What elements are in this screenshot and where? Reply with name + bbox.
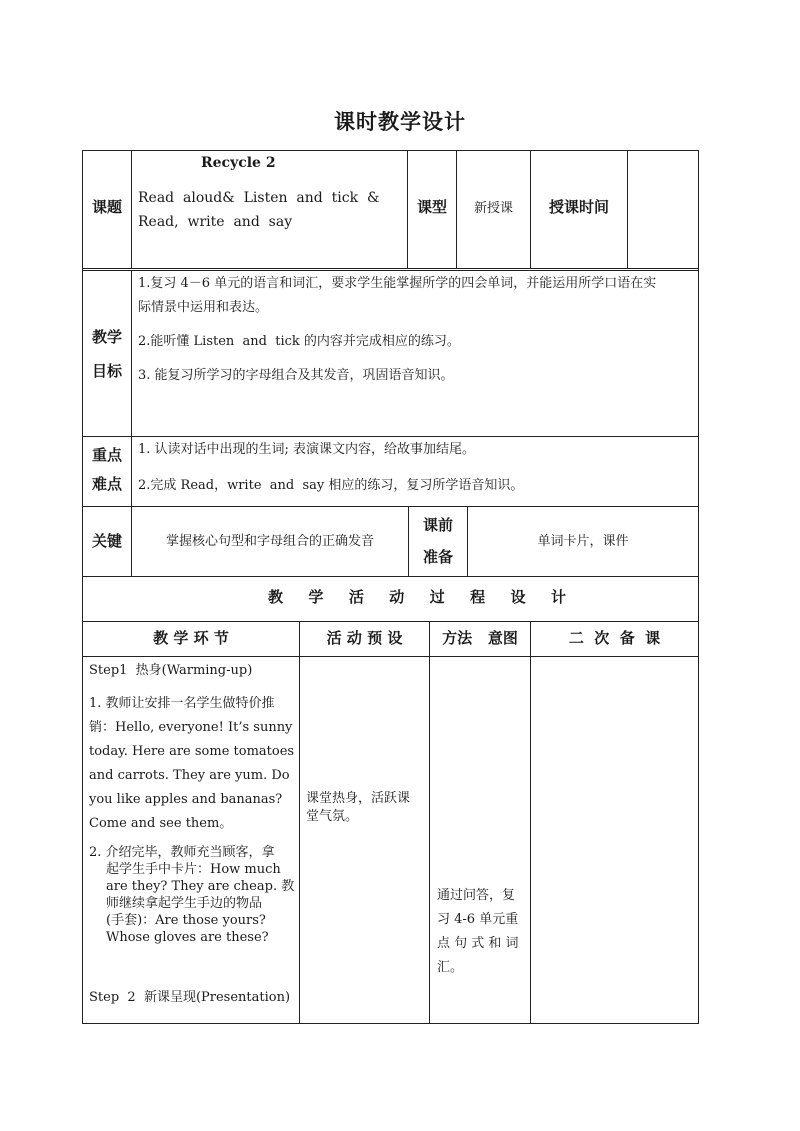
step1-item-2-line: 起学生手中卡片：How much (106, 862, 281, 877)
topic-line-2: Read, write and say (138, 214, 293, 230)
activity-column (306, 790, 426, 826)
lesson-type-value: 新授课 (473, 201, 513, 216)
header-char: 学 (308, 588, 324, 606)
header-char: 程 (470, 588, 486, 606)
process-design-header (268, 586, 566, 607)
header-char: 计 (550, 588, 566, 606)
step1-item-1-line: you like apples and bananas? (89, 792, 283, 807)
key-label: 关键 (91, 532, 122, 550)
objectives-content (138, 272, 696, 388)
activity-line: 堂气氛。 (306, 809, 359, 824)
key-points-label (83, 441, 131, 499)
col-header-second-prep: 二 次 备 课 (568, 629, 661, 647)
step1-item-1-line: Come and see them。 (89, 816, 233, 831)
preparation-label-1: 课前 (422, 516, 453, 534)
objective-1b: 际情景中运用和表达。 (138, 300, 269, 315)
method-line: 习 4-6 单元重 (437, 912, 519, 927)
key-points-label-1: 重点 (91, 446, 122, 464)
method-column (437, 884, 527, 980)
step1-item-2-line: 2. 介绍完毕，教师充当顾客，拿 (89, 845, 275, 860)
topic-label: 课题 (91, 198, 122, 216)
step1-item-2-line: are they? They are cheap. 教 (106, 879, 295, 894)
key-points-content (138, 438, 696, 498)
header-char: 活 (348, 588, 364, 606)
key-point-1: 1. 认读对话中出现的生词; 表演课文内容，给故事加结尾。 (138, 442, 476, 457)
lesson-type-label: 课型 (416, 198, 447, 216)
step1-item-2-line: (手套)：Are those yours? (106, 913, 266, 928)
col-header-steps: 教 学 环 节 (153, 629, 229, 647)
preparation-label-2: 准备 (422, 548, 453, 566)
header-char: 动 (389, 588, 405, 606)
objectives-label-1: 教学 (91, 328, 122, 346)
preparation-label (409, 509, 467, 573)
step1-item-1-line: 1. 教师让安排一名学生做特价推 (89, 696, 275, 711)
step2-heading: Step 2 新课呈现(Presentation) (89, 990, 291, 1005)
header-char: 教 (268, 588, 284, 606)
key-point-2: 2.完成 Read，write and say 相应的练习，复习所学语音知识。 (138, 478, 524, 493)
topic-line-1: Read aloud& Listen and tick & (138, 190, 380, 206)
objective-1a: 1.复习 4－6 单元的语言和词汇，要求学生能掌握所学的四会单词，并能运用所学口语在实 (138, 276, 657, 291)
col-header-methods: 方法 意图 (442, 629, 518, 647)
header-char: 过 (429, 588, 445, 606)
objectives-label (83, 320, 131, 388)
key-points-label-2: 难点 (91, 475, 122, 493)
step1-item-1 (89, 692, 295, 836)
step1-heading: Step1 热身(Warming-up) (89, 663, 253, 678)
step1-item-2-line: 师继续拿起学生手边的物品 (106, 896, 263, 911)
step1-item-1-line: today. Here are some tomatoes (89, 744, 295, 759)
page-title: 课时教学设计 (334, 109, 466, 134)
topic-cell (138, 152, 400, 234)
method-line: 通过问答，复 (437, 888, 516, 903)
step1-item-1-line: and carrots. They are yum. Do (89, 768, 290, 783)
objective-3: 3. 能复习所学习的字母组合及其发音，巩固语音知识。 (138, 368, 454, 383)
objectives-label-2: 目标 (91, 362, 122, 380)
recycle-heading: Recycle 2 (201, 155, 276, 171)
class-time-label: 授课时间 (548, 198, 609, 216)
key-text: 掌握核心句型和字母组合的正确发音 (165, 534, 374, 549)
method-line: 点 句 式 和 词 (437, 936, 519, 951)
preparation-text: 单词卡片，课件 (537, 534, 629, 549)
method-line: 汇。 (437, 960, 464, 975)
step1-item-1-line: 销：Hello, everyone! It’s sunny (89, 720, 293, 735)
header-char: 设 (510, 588, 526, 606)
objective-2: 2.能听懂 Listen and tick 的内容并完成相应的练习。 (138, 334, 460, 349)
step-column (89, 660, 295, 1005)
step1-item-2-line: Whose gloves are these? (106, 930, 269, 945)
col-header-activities: 活 动 预 设 (326, 629, 403, 647)
step1-item-2 (89, 844, 295, 946)
activity-line: 课堂热身，活跃课 (306, 791, 411, 806)
